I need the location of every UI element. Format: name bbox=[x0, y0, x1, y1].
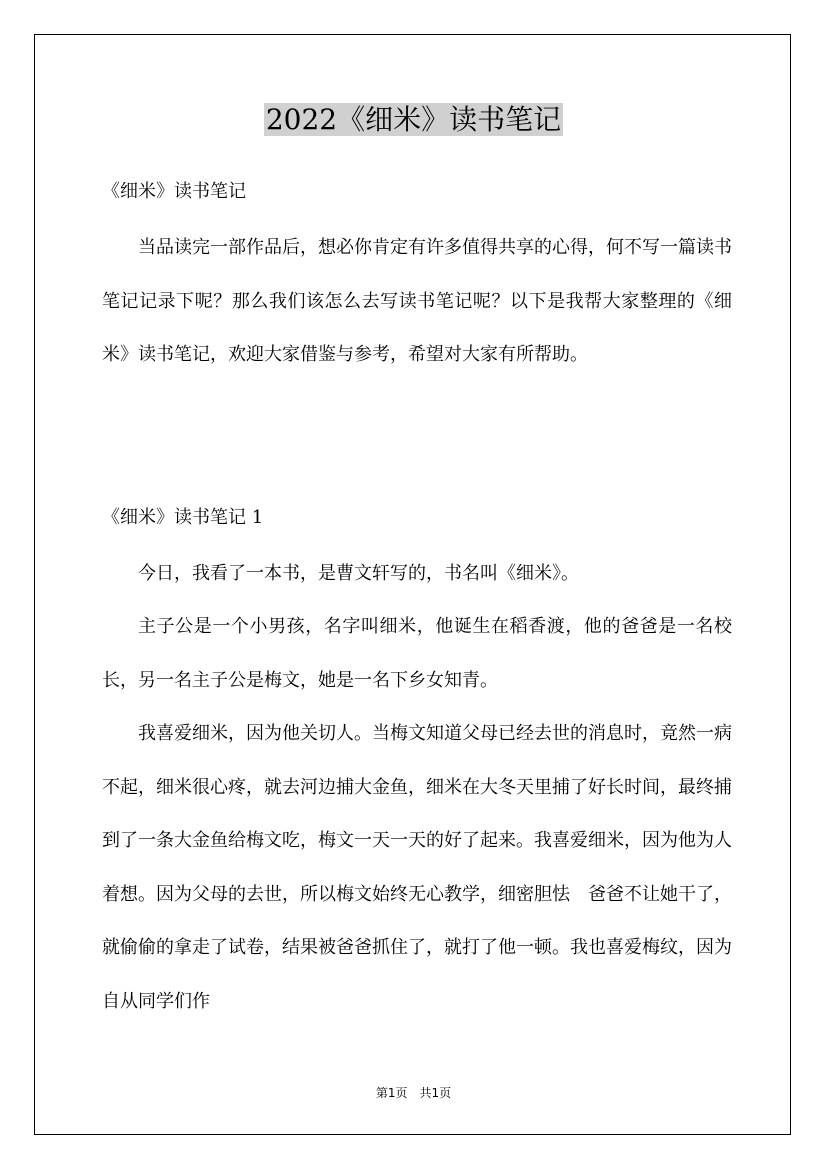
document-title-text: 2022《细米》读书笔记 bbox=[265, 103, 562, 136]
intro-paragraph: 当品读完一部作品后，想必你肯定有许多值得共享的心得，何不写一篇读书笔记记录下呢？那么我们该怎么去写读书笔记呢？以下是我帮大家整理的《细米》读书笔记，欢迎大家借鉴与参考，希望对大家有所帮助。 bbox=[102, 237, 732, 365]
section-1-paragraph-1: 今日，我看了一本书，是曹文轩写的，书名叫《细米》。 bbox=[138, 563, 579, 584]
section-1-heading: 《细米》读书笔记 1 bbox=[102, 507, 264, 528]
page-footer bbox=[0, 1084, 827, 1101]
document-title bbox=[0, 100, 827, 140]
section-1-paragraph-3: 我喜爱细米，因为他关切人。当梅文知道父母已经去世的消息时，竟然一病不起，细米很心疼，就去河边捕大金鱼，细米在大冬天里捕了好长时间，最终捕到了一条大金鱼给梅文吃，梅文一天一天的好了起来。我喜爱细米，因为他为人着想。因为父母的去世，所以梅文始终无心教学，细密胆怯 爸爸不让她干了，就偷偷的拿走了试卷，结果被爸爸抓住了，就打了他一顿。我也喜爱梅纹，因为自从同学们作 bbox=[102, 723, 732, 1012]
page-number: 第1页 共1页 bbox=[375, 1086, 452, 1100]
section-1-paragraph-2: 主子公是一个小男孩，名字叫细米，他诞生在稻香渡，他的爸爸是一名校长，另一名主子公是梅文，她是一名下乡女知青。 bbox=[102, 616, 732, 691]
document-subtitle: 《细米》读书笔记 bbox=[102, 181, 246, 202]
